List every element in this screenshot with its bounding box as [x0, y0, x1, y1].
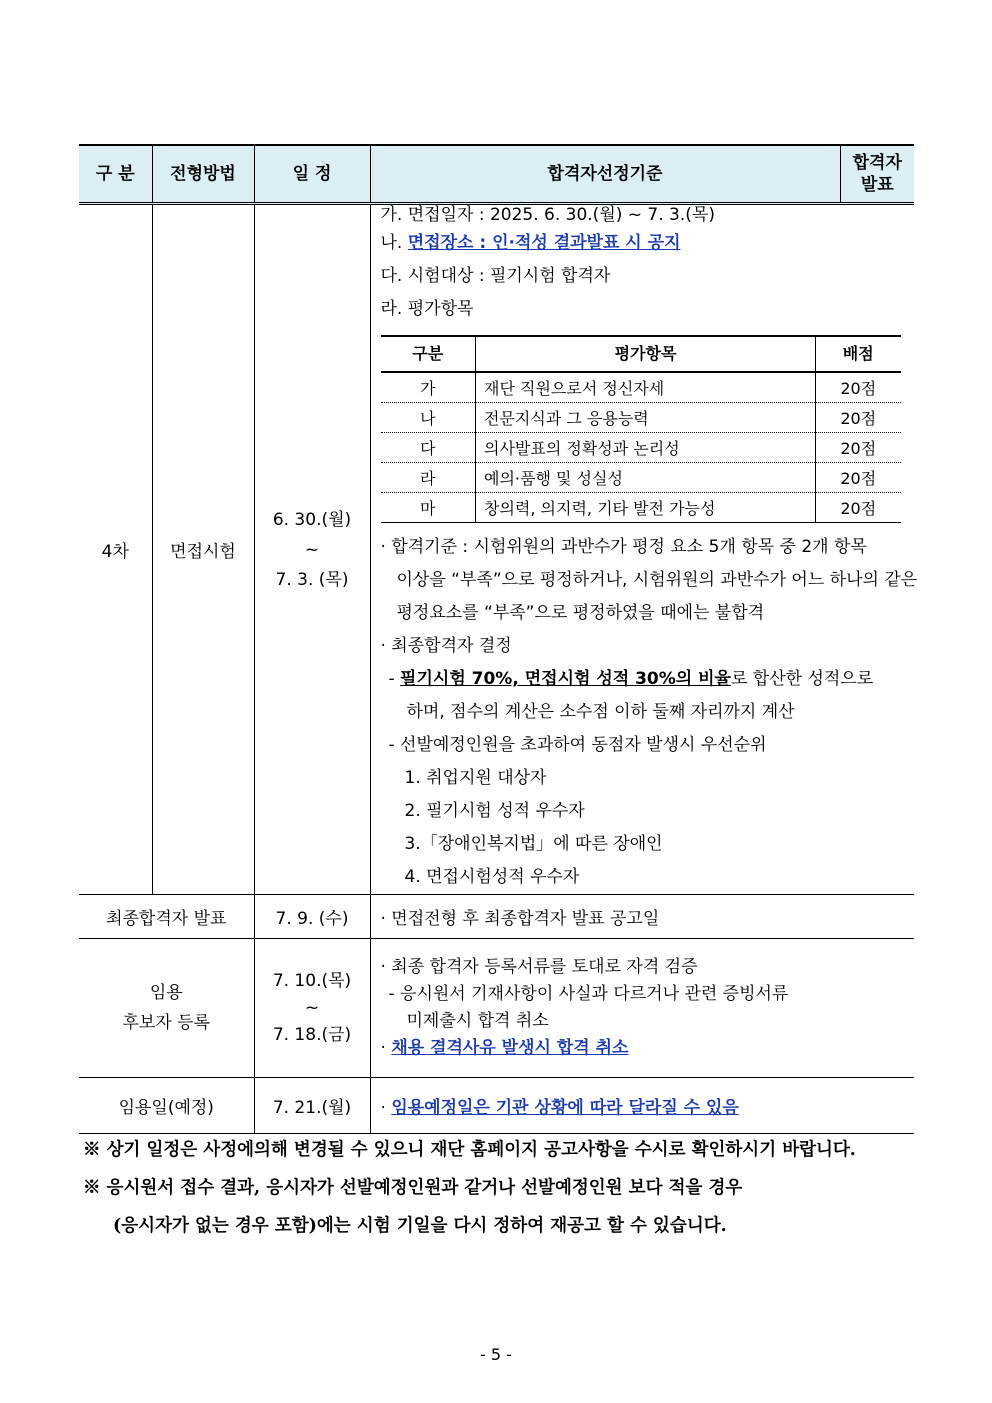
- table-row: [381, 433, 901, 463]
- registration-line-3: 미제출시 합격 취소: [406, 1011, 549, 1031]
- eval-code: 라: [381, 463, 476, 493]
- eval-item: 재단 직원으로서 정신자세: [476, 372, 816, 403]
- registration-line-4: [381, 1035, 907, 1062]
- priority-2: 2. 필기시험 성적 우수자: [404, 801, 585, 821]
- item-na-label: 면접장소 :: [407, 233, 493, 253]
- registration-label-line2: 후보자 등록: [122, 1013, 210, 1033]
- eval-header-score: 배점: [816, 336, 901, 372]
- registration-line-1: · 최종 합격자 등록서류를 토대로 자격 검증: [380, 957, 698, 977]
- eval-score: 20점: [816, 372, 901, 403]
- final-dash-2: - 선발예정인원을 초과하여 동점자 발생시 우선순위: [388, 735, 767, 755]
- registration-line-4-dot: ·: [380, 1038, 392, 1058]
- registration-date-sep: ~: [304, 997, 320, 1018]
- priority-3: 3.「장애인복지법」에 따른 장애인: [404, 834, 663, 854]
- final-announce-label: 최종합격자 발표: [79, 895, 254, 939]
- appointment-row: [79, 1078, 914, 1134]
- appointment-label: 임용일(예정): [79, 1078, 254, 1134]
- criteria-line-1: · 합격기준 : 시험위원의 과반수가 평정 요소 5개 항목 중 2개 항목: [380, 537, 867, 557]
- interview-date-sep: ~: [304, 539, 320, 560]
- table-row: [381, 493, 901, 523]
- header-announcement-line2: 발표: [860, 175, 894, 195]
- final-dash-1-rest: 로 합산한 성적으로: [730, 669, 874, 689]
- priority-1: 1. 취업지원 대상자: [404, 768, 547, 788]
- interview-method: 면접시험: [152, 204, 254, 895]
- schedule-table: [79, 144, 918, 1134]
- interview-item-ra: 라. 평가항목: [380, 299, 474, 319]
- eval-item: 의사발표의 정확성과 논리성: [476, 433, 816, 463]
- header-announcement: [840, 145, 914, 204]
- eval-header-item: 평가항목: [476, 336, 816, 372]
- evaluation-header-row: [381, 336, 901, 372]
- evaluation-table: [381, 335, 901, 523]
- appointment-date: 7. 21.(월): [254, 1078, 370, 1134]
- eval-score: 20점: [816, 433, 901, 463]
- eval-item: 예의·품행 및 성실성: [476, 463, 816, 493]
- registration-date-start: 7. 10.(목): [272, 970, 352, 991]
- criteria-line-3: 평정요소를 “부족”으로 평정하였을 때에는 불합격: [396, 603, 765, 623]
- table-row: [381, 463, 901, 493]
- final-title: · 최종합격자 결정: [380, 636, 512, 656]
- note-1: ※ 상기 일정은 사정에의해 변경될 수 있으니 재단 홈페이지 공고사항을 수시로 확인하시기 바랍니다.: [83, 1140, 856, 1160]
- header-method: 전형방법: [152, 145, 254, 204]
- table-row: [381, 403, 901, 433]
- registration-row: [79, 939, 914, 1078]
- registration-label: [79, 939, 254, 1078]
- interview-stage: 4차: [79, 204, 152, 895]
- interview-date: [254, 204, 370, 895]
- interview-date-end: 7. 3. (목): [275, 569, 349, 590]
- item-na-prefix: 나.: [380, 233, 408, 253]
- notes: [83, 1131, 923, 1245]
- table-row: [381, 372, 901, 403]
- item-na-value: 인·적성 결과발표 시 공지: [492, 233, 681, 253]
- interview-item-da: 다. 시험대상 : 필기시험 합격자: [380, 266, 611, 286]
- eval-item: 창의력, 의지력, 기타 발전 가능성: [476, 493, 816, 523]
- final-announce-desc: · 면접전형 후 최종합격자 발표 공고일: [370, 895, 914, 939]
- interview-criteria: [370, 204, 918, 895]
- eval-code: 마: [381, 493, 476, 523]
- registration-label-line1: 임용: [149, 983, 183, 1003]
- table-header-row: [79, 145, 914, 204]
- eval-code: 가: [381, 372, 476, 403]
- interview-date-start: 6. 30.(월): [272, 509, 352, 530]
- appointment-blue: 임용예정일은 기관 상황에 따라 달라질 수 있음: [391, 1098, 739, 1118]
- criteria-line-2: 이상을 “부족”으로 평정하거나, 시험위원의 과반수가 어느 하나의 같은: [396, 570, 918, 590]
- interview-item-ga: 가. 면접일자 : 2025. 6. 30.(월) ~ 7. 3.(목): [380, 205, 715, 225]
- final-dash-1-prefix: -: [388, 669, 401, 689]
- eval-score: 20점: [816, 493, 901, 523]
- interview-row: [79, 204, 914, 895]
- header-announcement-line1: 합격자: [852, 152, 902, 173]
- note-3: (응시자가 없는 경우 포함)에는 시험 기일을 다시 정하여 재공고 할 수 있습니다.: [113, 1216, 727, 1236]
- eval-header-category: 구분: [381, 336, 476, 372]
- final-dash-1: [381, 663, 907, 696]
- registration-desc: [370, 939, 914, 1078]
- final-dash-1-line2: 하며, 점수의 계산은 소수점 이하 둘째 자리까지 계산: [406, 702, 795, 722]
- page-number: - 5 -: [480, 1345, 512, 1364]
- final-announce-date: 7. 9. (수): [254, 895, 370, 939]
- header-criteria: 합격자선정기준: [370, 145, 840, 204]
- eval-score: 20점: [816, 403, 901, 433]
- eval-item: 전문지식과 그 응용능력: [476, 403, 816, 433]
- final-dash-1-bold: 필기시험 70%, 면접시험 성적 30%의 비율: [400, 669, 731, 689]
- appointment-dot: ·: [380, 1098, 392, 1118]
- eval-code: 다: [381, 433, 476, 463]
- eval-score: 20점: [816, 463, 901, 493]
- appointment-desc: [370, 1078, 914, 1134]
- header-schedule: 일 정: [254, 145, 370, 204]
- header-category: 구 분: [79, 145, 152, 204]
- priority-4: 4. 면접시험성적 우수자: [404, 867, 580, 887]
- registration-line-4-blue: 채용 결격사유 발생시 합격 취소: [391, 1038, 629, 1058]
- registration-line-2: - 응시원서 기재사항이 사실과 다르거나 관련 증빙서류: [388, 984, 789, 1004]
- final-announce-row: [79, 895, 914, 939]
- registration-date: [254, 939, 370, 1078]
- note-2: ※ 응시원서 접수 결과, 응시자가 선발예정인원과 같거나 선발예정인원 보다 적을 경우: [83, 1178, 743, 1198]
- eval-code: 나: [381, 403, 476, 433]
- registration-date-end: 7. 18.(금): [272, 1024, 352, 1045]
- interview-item-na: [381, 227, 907, 260]
